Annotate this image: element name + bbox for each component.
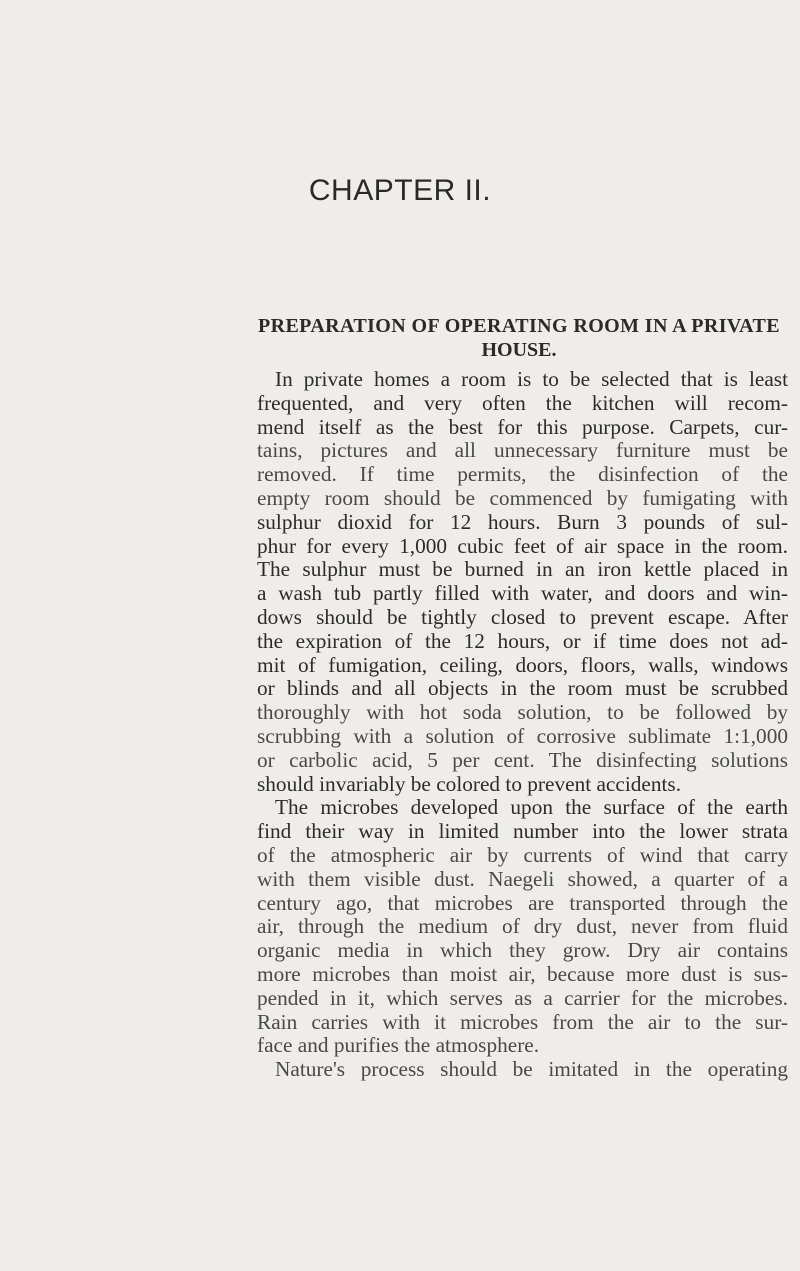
text-line: scrubbing with a solution of corrosive sublimate 1:1,000 xyxy=(257,723,788,748)
text-line: sulphur dioxid for 12 hours. Burn 3 pounds of sul- xyxy=(257,509,788,534)
text-line: mit of fumigation, ceiling, doors, floors, walls, windows xyxy=(257,652,788,677)
text-line: pended in it, which serves as a carrier for the microbes. xyxy=(257,985,788,1010)
text-line: should invariably be colored to prevent accidents. xyxy=(257,771,682,796)
body-text xyxy=(257,368,788,1082)
section-title-line-1: PREPARATION OF OPERATING ROOM IN A PRIVATE xyxy=(257,315,780,337)
text-line: more microbes than moist air, because more dust is sus- xyxy=(257,961,788,986)
text-line: mend itself as the best for this purpose. Carpets, cur- xyxy=(257,414,788,439)
text-line: empty room should be commenced by fumigating with xyxy=(257,485,788,510)
text-line: phur for every 1,000 cubic feet of air space in the room. xyxy=(257,533,788,558)
text-line: air, through the medium of dry dust, never from fluid xyxy=(257,914,788,939)
text-line: face and purifies the atmosphere. xyxy=(257,1033,540,1058)
text-line: tains, pictures and all unnecessary furniture must be xyxy=(257,438,788,463)
section-title-line-2: HOUSE. xyxy=(481,339,557,361)
text-line: of the atmospheric air by currents of wind that carry xyxy=(257,842,788,867)
text-line: with them visible dust. Naegeli showed, a quarter of a xyxy=(257,866,788,891)
text-line: century ago, that microbes are transported through the xyxy=(257,890,788,915)
section-title xyxy=(249,314,789,362)
text-line: frequented, and very often the kitchen will recom- xyxy=(257,390,788,415)
text-line: The sulphur must be burned in an iron kettle placed in xyxy=(257,557,788,582)
text-line: The microbes developed upon the surface of the earth xyxy=(275,795,788,820)
text-line: the expiration of the 12 hours, or if time does not ad- xyxy=(257,628,788,653)
text-line: removed. If time permits, the disinfection of the xyxy=(257,462,788,487)
text-line: In private homes a room is to be selected that is least xyxy=(275,367,788,391)
text-line: organic media in which they grow. Dry air contains xyxy=(257,938,788,963)
text-line: a wash tub partly filled with water, and doors and win- xyxy=(257,581,788,606)
text-line: dows should be tightly closed to prevent escape. After xyxy=(257,604,788,629)
text-line: Nature's process should be imitated in the operating xyxy=(275,1057,788,1082)
chapter-heading: CHAPTER II. xyxy=(308,174,492,207)
text-line: Rain carries with it microbes from the air to the sur- xyxy=(257,1009,788,1034)
text-line: or blinds and all objects in the room must be scrubbed xyxy=(257,676,788,701)
text-line: find their way in limited number into the lower strata xyxy=(257,819,788,844)
text-line: thoroughly with hot soda solution, to be followed by xyxy=(257,700,788,725)
text-line: or carbolic acid, 5 per cent. The disinfecting solutions xyxy=(257,747,788,772)
